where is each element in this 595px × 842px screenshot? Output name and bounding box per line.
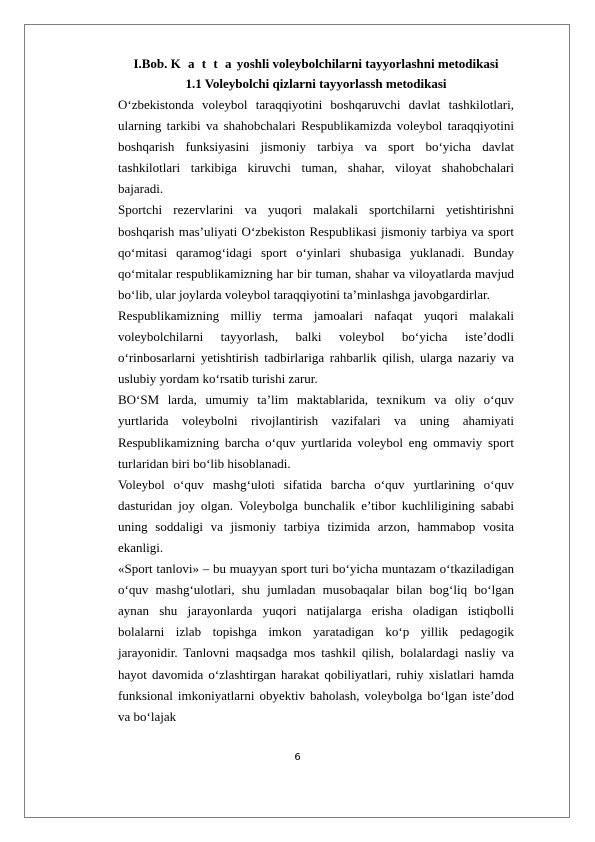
paragraph-4: BO‘SM larda, umumiy ta’lim maktablarida, texnikum va oliy o‘quv yurtlarida voleybolni rivojlantirish vazifalari va uning ahamiyati Respublikamizning barcha o‘quv yurtlarida voleybol eng ommaviy sport turlaridan biri bo‘lib hisoblanadi.	[118, 392, 514, 471]
paragraph-1: O‘zbekistonda voleybol taraqqiyotini boshqaruvchi davlat tashkilotlari, ularning tarkibi va shahobchalari Respublikamizda voleybol taraqqiyotini boshqarish funksiyasini jismoniy tarbiya va sport bo‘yicha davlat tashkilotlari tarkibiga kiruvchi tuman, shahar, viloyat shahobchalari bajaradi.	[118, 97, 514, 197]
paragraph-6: «Sport tanlovi» – bu muayyan sport turi bo‘yicha muntazam o‘tkaziladigan o‘quv mashg‘ulotlari, shu jumladan musobaqalar bilan bog‘liq bo‘lgan aynan shu jarayonlarda yuqori natijalarga erisha oladigan istiqbolli bolalarni izlab topishga imkon yaratadigan ko‘p yillik pedagogik jarayonidir. Tanlovni maqsadga mos tashkil qilish, bolalardagi nasliy va hayot davomida o‘zlashtirgan harakat qobiliyatlari, ruhiy xislatlari hamda funksional imkoniyatlarni obyektiv baholash, voleybolga bo‘lgan iste’dod va bo‘lajak	[118, 561, 514, 724]
chapter-heading-spaced-word: K a t t a	[170, 56, 234, 71]
page-number: 6	[294, 752, 301, 763]
paragraph-3: Respublikamizning milliy terma jamoalari nafaqat yuqori malakali voleybolchilarni tayyorlash, balki voleybol bo‘yicha iste’dodli o‘rinbosarlarni yetishtirish tadbirlariga rahbarlik qilish, ularga nazariy va uslubiy yordam ko‘rsatib turishi zarur.	[118, 307, 514, 387]
document-body	[118, 54, 514, 727]
paragraph-2: Sportchi rezervlarini va yuqori malakali sportchilarni yetishtirishni boshqarish mas’uliyati O‘zbekiston Respublikasi jismoniy tarbiya va sport qo‘mitasi qaramog‘idagi sport o‘yinlari shubasiga yuklanadi. Bunday qo‘mitalar respublikamizning har bir tuman, shahar va viloyatlarda mavjud bo‘lib, ular joylarda voleybol taraqqiyotini ta’minlashga javobgardirlar.	[118, 202, 514, 302]
chapter-heading-rest: yoshli voleybolchilarni tayyorlashni metodikasi	[236, 56, 499, 71]
section-heading: 1.1 Voleybolchi qizlarni tayyorlassh metodikasi	[185, 76, 447, 91]
chapter-heading	[118, 54, 514, 74]
chapter-heading-prefix: I.Bob.	[133, 56, 168, 71]
paragraph-5: Voleybol o‘quv mashg‘uloti sifatida barcha o‘quv yurtlarining o‘quv dasturidan joy olgan. Voleybolga bunchalik e’tibor kuchliligining sababi uning soddaligi va jismoniy tarbiya tizimida arzon, hammabop vosita ekanligi.	[118, 476, 514, 555]
